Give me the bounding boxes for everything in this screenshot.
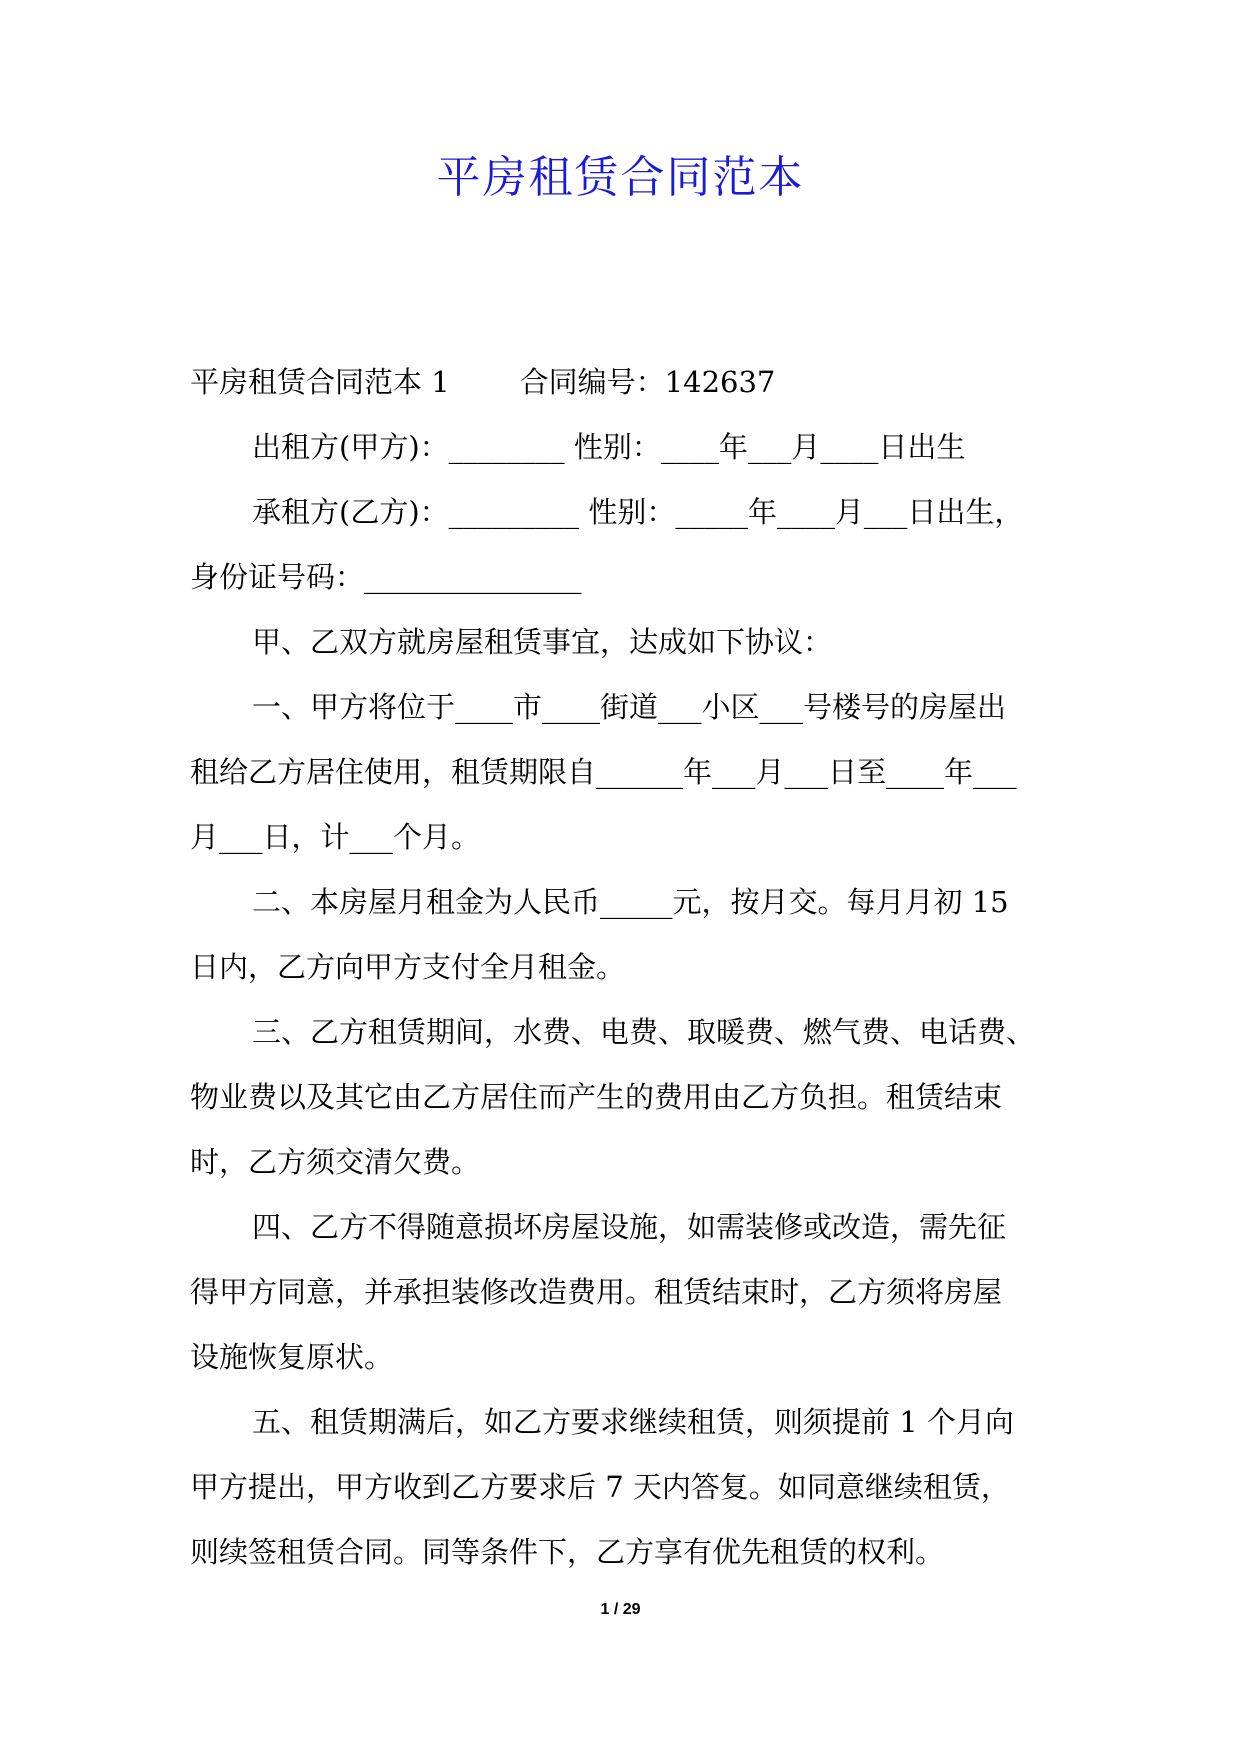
lessor-line: 出租方(甲方)：________ 性别：____年___月____日出生 — [252, 430, 966, 464]
id-number-line: 身份证号码：_______________ — [190, 560, 582, 594]
clause-1-line-3: 月___日，计___个月。 — [190, 820, 481, 854]
clause-3-line-2: 物业费以及其它由乙方居住而产生的费用由乙方负担。租赁结束 — [190, 1080, 1003, 1114]
agreement-intro: 甲、乙双方就房屋租赁事宜，达成如下协议： — [252, 625, 833, 659]
clause-5-line-1: 五、租赁期满后，如乙方要求继续租赁，则须提前 1 个月向 — [252, 1405, 1014, 1439]
clause-1-line-1: 一、甲方将位于____市____街道___小区___号楼号的房屋出 — [252, 690, 1007, 724]
document-body — [190, 350, 1060, 1585]
clause-4-line-1: 四、乙方不得随意损坏房屋设施，如需装修或改造，需先征 — [252, 1210, 1007, 1244]
clause-4-line-3: 设施恢复原状。 — [190, 1340, 394, 1374]
page-indicator: 1 / 29 — [600, 1601, 641, 1618]
contract-name: 平房租赁合同范本 1 — [190, 365, 450, 399]
clause-2-line-1: 二、本房屋月租金为人民币_____元，按月交。每月月初 15 — [252, 885, 1009, 919]
clause-3-line-1: 三、乙方租赁期间，水费、电费、取暖费、燃气费、电话费、 — [252, 1015, 1036, 1049]
clause-4-line-2: 得甲方同意，并承担装修改造费用。租赁结束时，乙方须将房屋 — [190, 1275, 1003, 1309]
document-title: 平房租赁合同范本 — [436, 152, 805, 203]
lessee-line: 承租方(乙方)：_________ 性别：_____年____月___日出生， — [252, 495, 1024, 529]
clause-5-line-2: 甲方提出，甲方收到乙方要求后 7 天内答复。如同意继续租赁， — [190, 1470, 1010, 1504]
clause-2-line-2: 日内，乙方向甲方支付全月租金。 — [190, 950, 626, 984]
clause-1-line-2: 租给乙方居住使用，租赁期限自______年___月___日至____年___ — [190, 755, 1017, 789]
clause-3-line-3: 时，乙方须交清欠费。 — [190, 1145, 481, 1179]
contract-number: 合同编号：142637 — [519, 365, 776, 399]
clause-5-line-3: 则续签租赁合同。同等条件下，乙方享有优先租赁的权利。 — [190, 1535, 945, 1569]
contract-header-line — [190, 350, 1060, 415]
